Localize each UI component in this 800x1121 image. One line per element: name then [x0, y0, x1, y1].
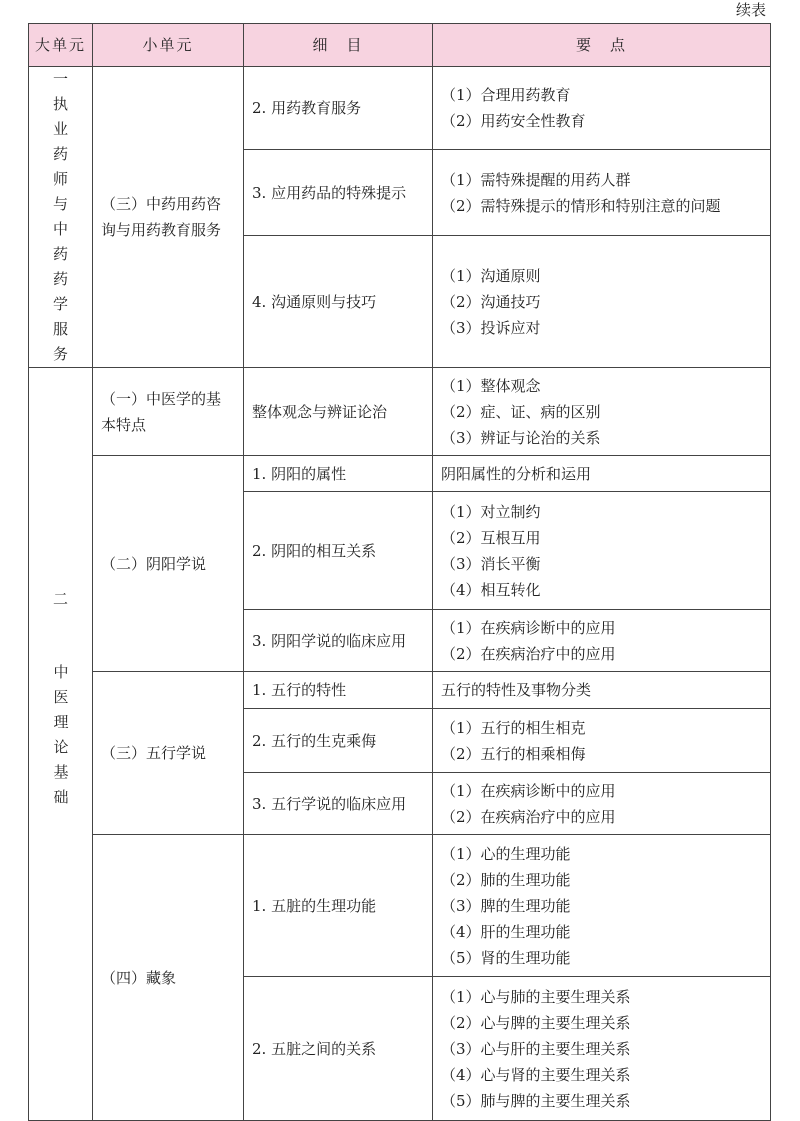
point-item: （1）整体观念: [441, 376, 541, 395]
header-detail: 细 目: [244, 24, 433, 67]
point-item: （1）心的生理功能: [441, 844, 571, 863]
point-item: 五行的特性及事物分类: [441, 681, 592, 699]
point-item: （3）投诉应对: [441, 318, 541, 337]
point-item: （2）沟通技巧: [441, 292, 541, 311]
point-item: （4）肝的生理功能: [441, 922, 571, 941]
point-item: （2）在疾病治疗中的应用: [441, 644, 616, 663]
header-key-points: 要 点: [433, 24, 771, 67]
sub-unit: （二）阴阳学说: [93, 456, 244, 672]
point-item: （1）沟通原则: [441, 266, 541, 285]
points-cell: [433, 773, 771, 835]
sub-unit: （四）藏象: [93, 835, 244, 1121]
point-item: （2）在疾病治疗中的应用: [441, 807, 616, 826]
sub-unit: （一）中医学的基本特点: [93, 368, 244, 456]
major-unit-2-text: 二: [52, 589, 68, 608]
table-row: [29, 67, 771, 150]
sub-unit: （三）中药用药咨询与用药教育服务: [93, 67, 244, 368]
points-cell: [433, 368, 771, 456]
table-row: [29, 672, 771, 709]
detail-cell: 1. 五行的特性: [244, 672, 433, 709]
detail-cell: 3. 阴阳学说的临床应用: [244, 610, 433, 672]
detail-cell: 2. 五行的生克乘侮: [244, 709, 433, 773]
header-sub-unit: 小单元: [93, 24, 244, 67]
points-cell: [433, 672, 771, 709]
point-item: （2）症、证、病的区别: [441, 402, 601, 421]
points-cell: [433, 150, 771, 236]
header-major-unit: 大单元: [29, 24, 93, 67]
detail-cell: 3. 五行学说的临床应用: [244, 773, 433, 835]
detail-cell: 2. 用药教育服务: [244, 67, 433, 150]
table-row: [29, 456, 771, 492]
table-row: [29, 835, 771, 977]
point-item: （3）辨证与论治的关系: [441, 428, 601, 447]
point-item: （3）心与肝的主要生理关系: [441, 1039, 631, 1058]
point-item: （1）需特殊提醒的用药人群: [441, 170, 631, 189]
point-item: 阴阳属性的分析和运用: [441, 464, 592, 483]
point-item: （1）对立制约: [441, 502, 541, 521]
table-header-row: [29, 24, 771, 67]
detail-cell: 1. 五脏的生理功能: [244, 835, 433, 977]
detail-cell: 2. 阴阳的相互关系: [244, 492, 433, 610]
major-unit-1: [29, 67, 93, 368]
points-cell: [433, 835, 771, 977]
point-item: （2）心与脾的主要生理关系: [441, 1013, 631, 1032]
major-unit-2-title: 中 医 理 论 基 础: [53, 663, 69, 806]
point-item: （3）消长平衡: [441, 554, 541, 573]
sub-unit: （三）五行学说: [93, 672, 244, 835]
point-item: （3）脾的生理功能: [441, 896, 571, 915]
points-cell: [433, 492, 771, 610]
points-cell: [433, 456, 771, 492]
table-row: [29, 368, 771, 456]
detail-cell: 1. 阴阳的属性: [244, 456, 433, 492]
point-item: （2）需特殊提示的情形和特别注意的问题: [441, 196, 721, 215]
points-cell: [433, 67, 771, 150]
syllabus-table: [28, 23, 771, 1121]
points-cell: [433, 610, 771, 672]
point-item: （2）五行的相乘相侮: [441, 744, 586, 763]
point-item: （4）相互转化: [441, 580, 541, 599]
point-item: （5）肾的生理功能: [441, 948, 571, 967]
major-unit-1-text: 一 执 业 药 师 与 中 药 药 学 服 务: [52, 70, 68, 363]
point-item: （5）肺与脾的主要生理关系: [441, 1091, 631, 1110]
point-item: （1）五行的相生相克: [441, 718, 586, 737]
detail-cell: 3. 应用药品的特殊提示: [244, 150, 433, 236]
points-cell: [433, 709, 771, 773]
point-item: （2）互根互用: [441, 528, 541, 547]
point-item: （1）合理用药教育: [441, 86, 571, 105]
point-item: （4）心与肾的主要生理关系: [441, 1065, 631, 1084]
point-item: （1）心与肺的主要生理关系: [441, 987, 631, 1006]
point-item: （2）用药安全性教育: [441, 112, 586, 131]
point-item: （1）在疾病诊断中的应用: [441, 781, 616, 800]
points-cell: [433, 236, 771, 368]
point-item: （1）在疾病诊断中的应用: [441, 618, 616, 637]
detail-cell: 2. 五脏之间的关系: [244, 977, 433, 1121]
detail-cell: 整体观念与辨证论治: [244, 368, 433, 456]
points-cell: [433, 977, 771, 1121]
point-item: （2）肺的生理功能: [441, 870, 571, 889]
continued-label: 续表: [735, 1, 766, 19]
detail-cell: 4. 沟通原则与技巧: [244, 236, 433, 368]
